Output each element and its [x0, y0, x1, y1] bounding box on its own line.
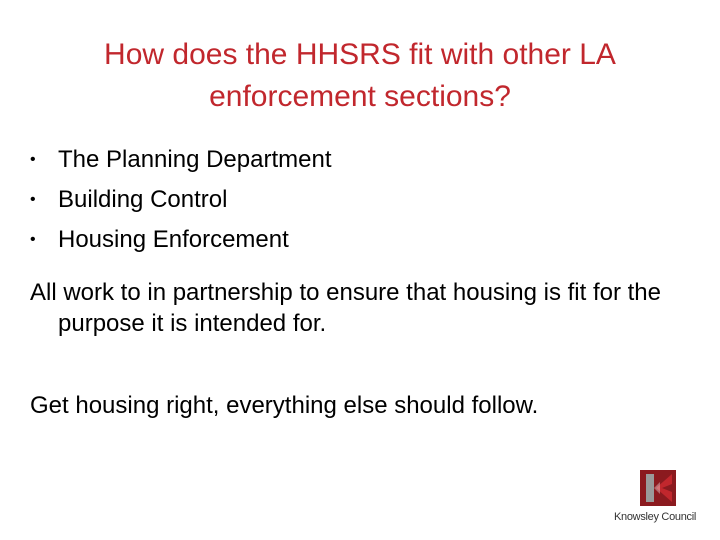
closing-paragraph: Get housing right, everything else should follow.	[30, 392, 539, 419]
bullet-list	[30, 140, 332, 260]
bullet-item	[30, 220, 332, 260]
logo-text: Knowsley Council	[614, 511, 697, 523]
bullet-item	[30, 140, 332, 180]
knowsley-council-logo	[612, 470, 708, 530]
bullet-item	[30, 180, 332, 220]
bullet-icon: •	[30, 151, 36, 168]
knowsley-council-logo-icon	[640, 470, 676, 506]
bullet-text: The Planning Department	[58, 146, 332, 173]
partnership-paragraph: All work to in partnership to ensure that housing is fit for the purpose it is intended for.	[30, 279, 661, 337]
slide-title: How does the HHSRS fit with other LA enforcement sections?	[104, 38, 616, 113]
bullet-text: Building Control	[58, 186, 228, 213]
bullet-icon: •	[30, 231, 36, 248]
bullet-text: Housing Enforcement	[58, 226, 289, 253]
bullet-icon: •	[30, 191, 36, 208]
